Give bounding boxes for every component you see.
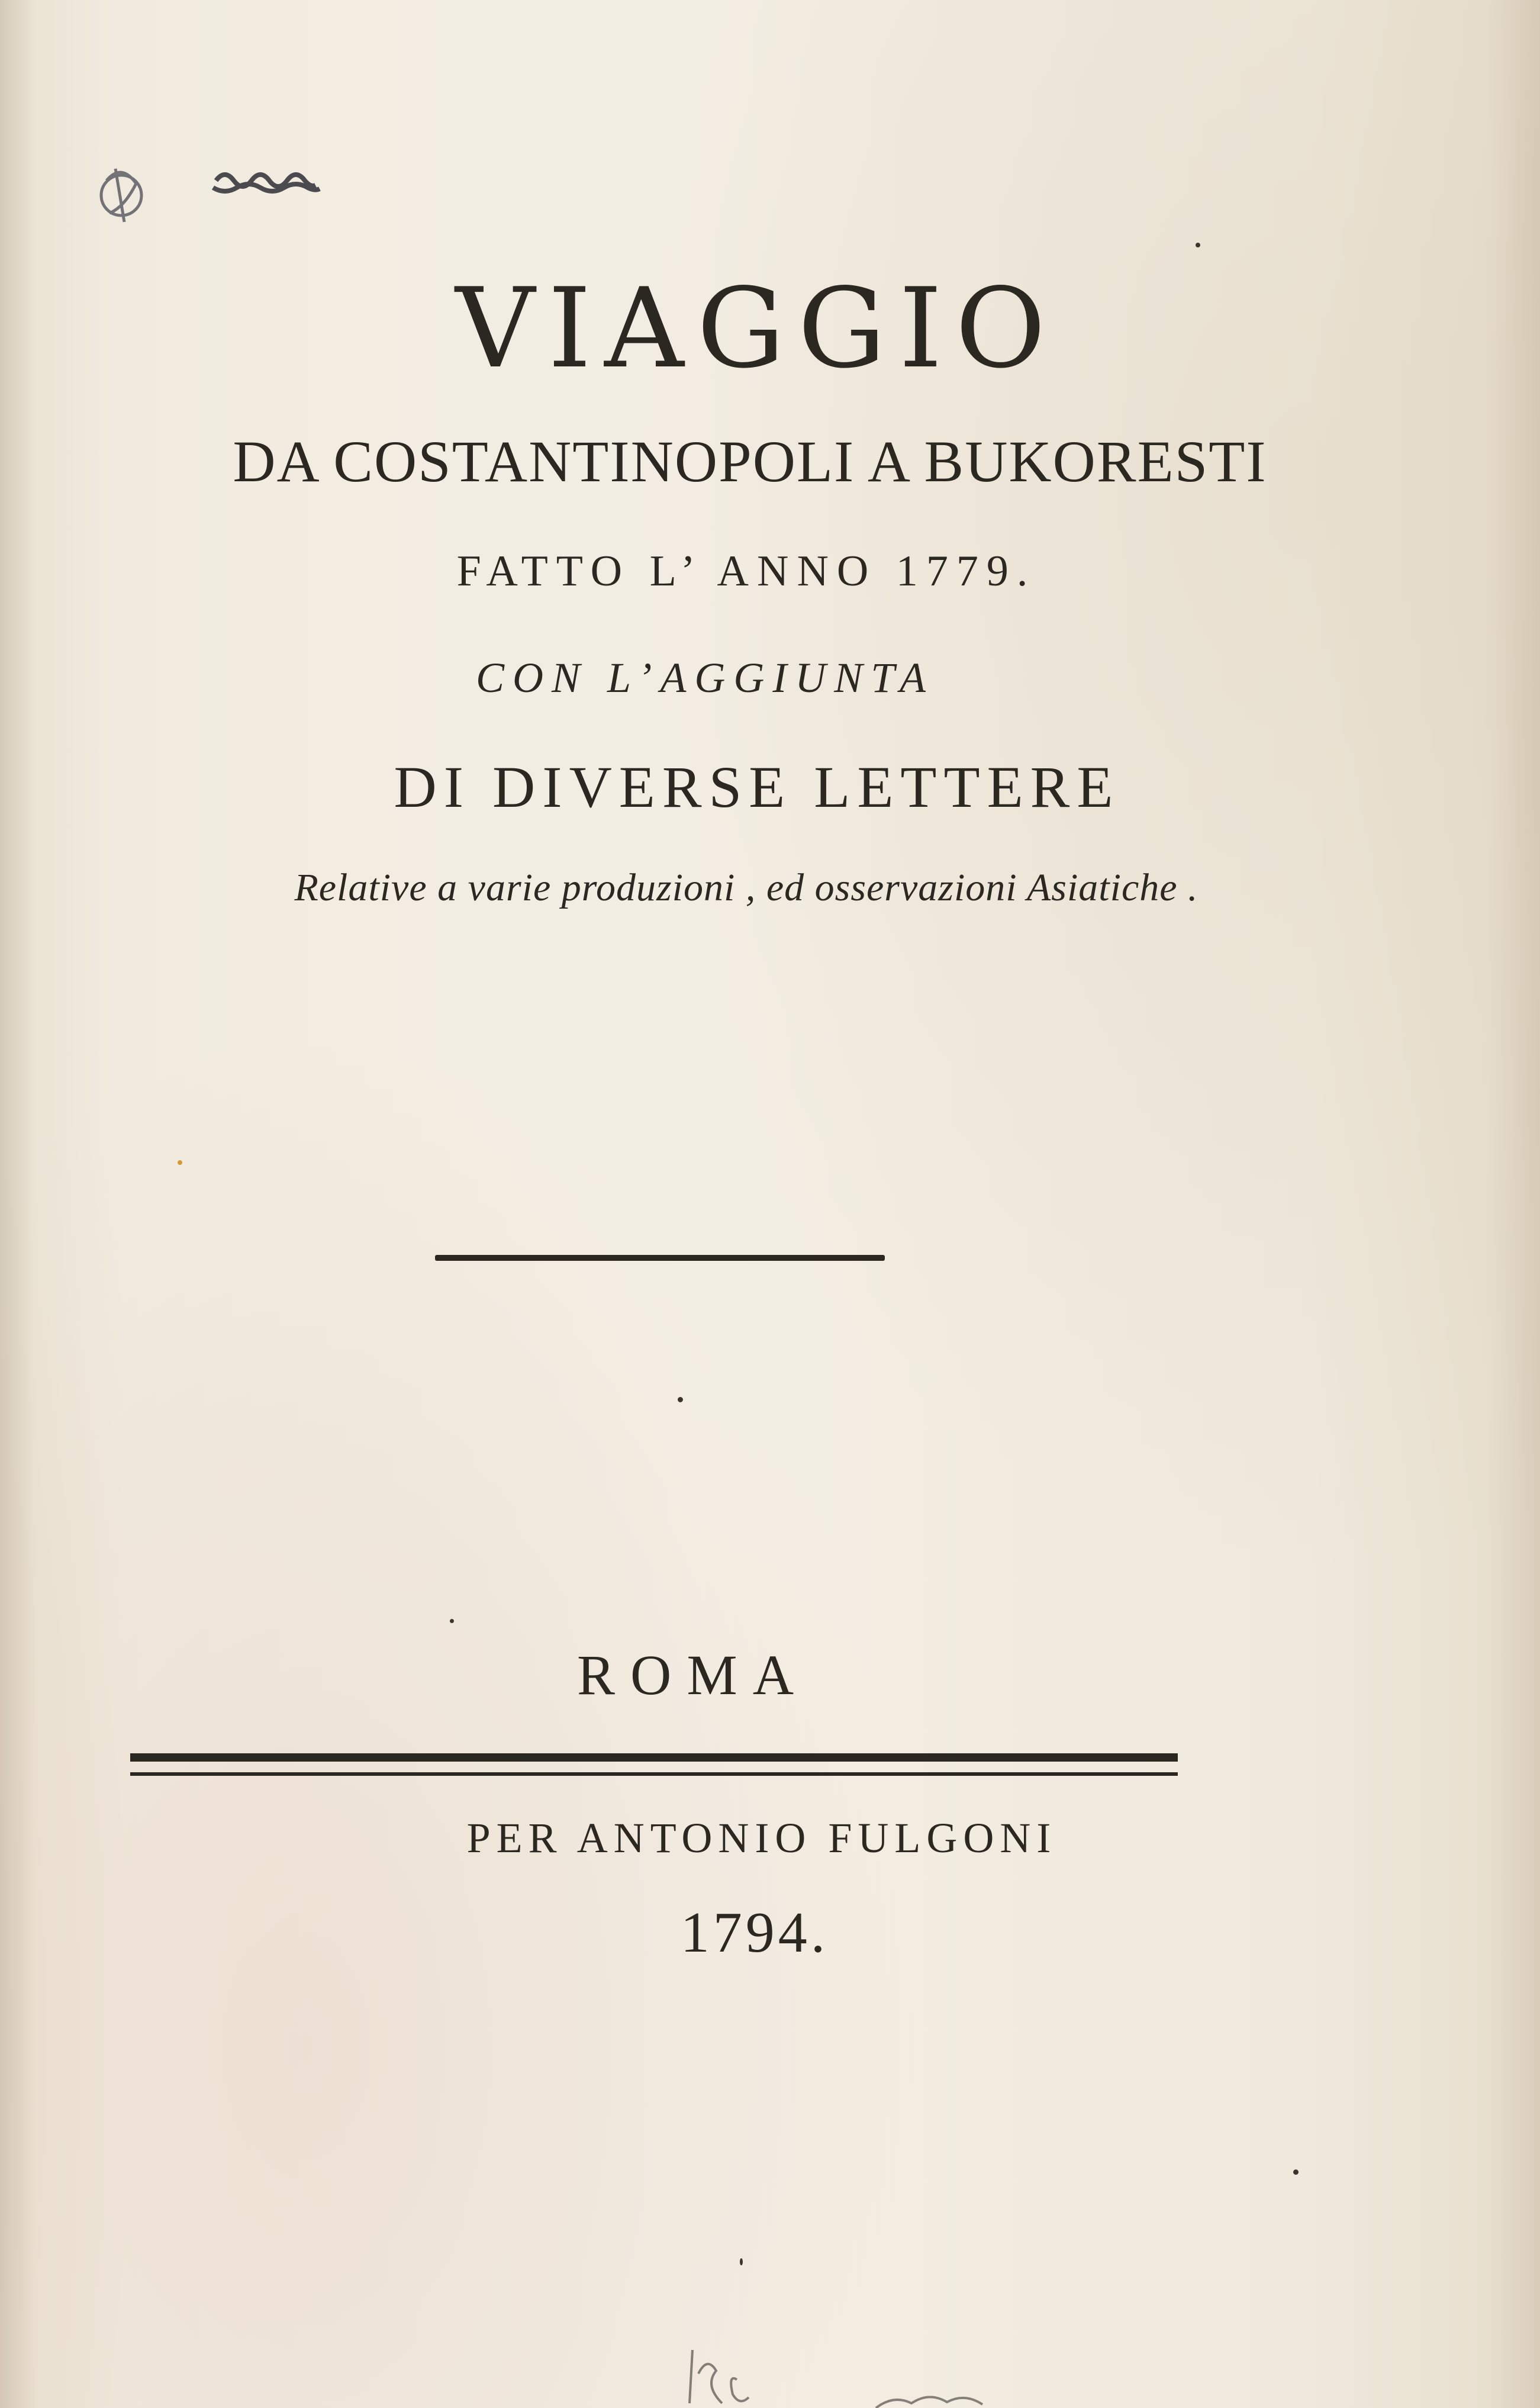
handwritten-pencil-note [681,2338,1036,2408]
subtitle-addition: CON L’AGGIUNTA [475,654,935,701]
ownership-stamp-mark [89,151,355,240]
foxing-spot [450,1619,454,1623]
foxing-spot [678,1397,683,1402]
foxing-spot [740,2258,743,2265]
foxing-spot [178,1160,182,1165]
foxing-spot [1196,243,1200,247]
ornamental-rule [435,1255,885,1261]
double-rule-thick [130,1753,1178,1762]
subtitle-route: DA COSTANTINOPOLI A BUKORESTI [233,429,1267,494]
imprint-year: 1794. [680,1901,829,1965]
subtitle-year: FATTO L’ ANNO 1779. [456,547,1036,595]
imprint-printer: PER ANTONIO FULGONI [466,1814,1057,1862]
foxing-spot [1293,2169,1299,2175]
double-rule-thin [130,1772,1178,1776]
subtitle-description: Relative a varie produzioni , ed osservazioni Asiatiche . [294,866,1199,909]
subtitle-letters: DI DIVERSE LETTERE [394,754,1120,820]
imprint-city: ROMA [576,1643,810,1707]
book-title: VIAGGIO [455,264,1059,392]
